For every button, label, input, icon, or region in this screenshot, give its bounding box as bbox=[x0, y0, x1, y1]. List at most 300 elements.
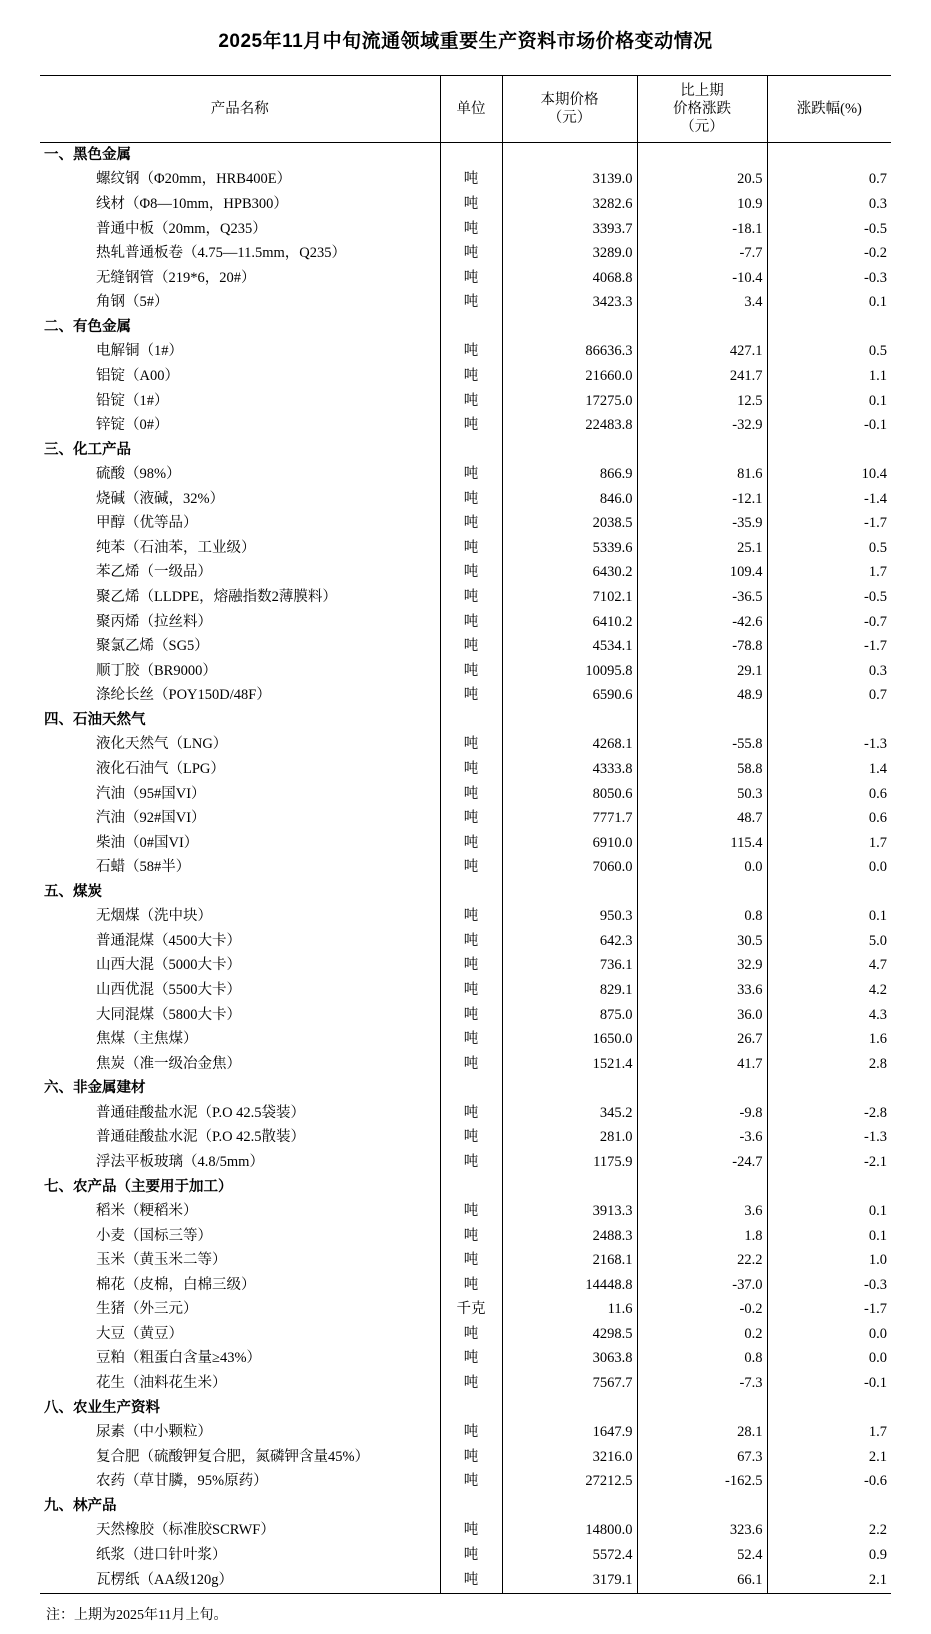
product-pct: 0.1 bbox=[767, 389, 891, 414]
section-price-cell bbox=[502, 708, 637, 733]
table-section-row bbox=[40, 1396, 891, 1421]
product-price: 6910.0 bbox=[502, 831, 637, 856]
product-price: 17275.0 bbox=[502, 389, 637, 414]
table-row bbox=[40, 364, 891, 389]
product-name: 浮法平板玻璃（4.8/5mm） bbox=[96, 1153, 264, 1170]
product-pct: -1.4 bbox=[767, 487, 891, 512]
product-name: 石蜡（58#半） bbox=[96, 859, 191, 876]
product-name: 顺丁胶（BR9000） bbox=[96, 662, 217, 679]
product-delta: -7.3 bbox=[637, 1372, 767, 1397]
product-price: 3216.0 bbox=[502, 1445, 637, 1470]
product-unit: 吨 bbox=[440, 1003, 502, 1028]
product-unit: 吨 bbox=[440, 242, 502, 267]
section-delta-cell bbox=[637, 315, 767, 340]
product-price: 1647.9 bbox=[502, 1421, 637, 1446]
product-delta: 33.6 bbox=[637, 979, 767, 1004]
product-name: 山西优混（5500大卡） bbox=[96, 982, 241, 998]
product-unit: 吨 bbox=[440, 782, 502, 807]
product-unit: 吨 bbox=[440, 1421, 502, 1446]
product-price: 642.3 bbox=[502, 929, 637, 954]
product-delta: 52.4 bbox=[637, 1543, 767, 1568]
product-name: 液化石油气（LPG） bbox=[96, 760, 225, 777]
product-name: 焦炭（准一级冶金焦） bbox=[96, 1055, 241, 1072]
product-unit: 吨 bbox=[440, 733, 502, 758]
product-delta: 48.7 bbox=[637, 807, 767, 832]
product-price: 281.0 bbox=[502, 1126, 637, 1151]
product-name: 小麦（国标三等） bbox=[96, 1227, 212, 1244]
product-name: 棉花（皮棉，白棉三级） bbox=[96, 1276, 256, 1293]
product-delta: 115.4 bbox=[637, 831, 767, 856]
product-unit: 吨 bbox=[440, 856, 502, 881]
product-name: 普通混煤（4500大卡） bbox=[96, 932, 241, 949]
product-price: 1650.0 bbox=[502, 1028, 637, 1053]
table-row bbox=[40, 193, 891, 218]
section-price-cell bbox=[502, 315, 637, 340]
product-price: 3282.6 bbox=[502, 193, 637, 218]
product-price: 2168.1 bbox=[502, 1249, 637, 1274]
section-delta-cell bbox=[637, 143, 767, 168]
product-name: 普通中板（20mm，Q235） bbox=[96, 220, 267, 237]
product-name: 焦煤（主焦煤） bbox=[96, 1031, 198, 1048]
product-unit: 吨 bbox=[440, 684, 502, 709]
product-price: 10095.8 bbox=[502, 659, 637, 684]
product-delta: -42.6 bbox=[637, 610, 767, 635]
table-row bbox=[40, 536, 891, 561]
column-header-pct: 涨跌幅(%) bbox=[767, 76, 891, 143]
product-unit: 吨 bbox=[440, 1028, 502, 1053]
product-pct: 1.4 bbox=[767, 757, 891, 782]
product-delta: 20.5 bbox=[637, 168, 767, 193]
product-pct: 0.7 bbox=[767, 684, 891, 709]
product-pct: -1.3 bbox=[767, 1126, 891, 1151]
product-name: 线材（Φ8—10mm，HPB300） bbox=[96, 196, 288, 212]
product-delta: 30.5 bbox=[637, 929, 767, 954]
product-name: 普通硅酸盐水泥（P.O 42.5袋装） bbox=[96, 1104, 306, 1121]
product-unit: 吨 bbox=[440, 929, 502, 954]
product-delta: 32.9 bbox=[637, 954, 767, 979]
product-delta: 10.9 bbox=[637, 193, 767, 218]
product-unit: 吨 bbox=[440, 807, 502, 832]
column-header-price: 本期价格 （元） bbox=[502, 76, 637, 143]
table-row bbox=[40, 1322, 891, 1347]
product-pct: 0.1 bbox=[767, 1224, 891, 1249]
product-pct: 1.0 bbox=[767, 1249, 891, 1274]
table-row bbox=[40, 561, 891, 586]
product-delta: -78.8 bbox=[637, 635, 767, 660]
table-section-row bbox=[40, 143, 891, 168]
product-price: 14448.8 bbox=[502, 1273, 637, 1298]
table-section-row bbox=[40, 708, 891, 733]
product-price: 6590.6 bbox=[502, 684, 637, 709]
section-title: 六、非金属建材 bbox=[44, 1080, 146, 1097]
product-unit: 吨 bbox=[440, 266, 502, 291]
product-price: 11.6 bbox=[502, 1298, 637, 1323]
product-price: 3423.3 bbox=[502, 291, 637, 316]
section-pct-cell bbox=[767, 1396, 891, 1421]
table-row bbox=[40, 266, 891, 291]
product-pct: 4.2 bbox=[767, 979, 891, 1004]
table-header bbox=[40, 76, 891, 143]
table-row bbox=[40, 1052, 891, 1077]
product-delta: 81.6 bbox=[637, 463, 767, 488]
product-pct: -0.6 bbox=[767, 1470, 891, 1495]
product-name: 烧碱（液碱，32%） bbox=[96, 490, 225, 507]
section-delta-cell bbox=[637, 880, 767, 905]
product-name: 瓦楞纸（AA级120g） bbox=[96, 1571, 233, 1588]
product-price: 829.1 bbox=[502, 979, 637, 1004]
section-unit-cell bbox=[440, 1077, 502, 1102]
product-unit: 吨 bbox=[440, 487, 502, 512]
product-name: 大豆（黄豆） bbox=[96, 1325, 183, 1342]
product-pct: 1.7 bbox=[767, 831, 891, 856]
table-row bbox=[40, 1003, 891, 1028]
table-row bbox=[40, 414, 891, 439]
product-delta: 25.1 bbox=[637, 536, 767, 561]
product-name: 苯乙烯（一级品） bbox=[96, 564, 212, 581]
product-pct: 0.1 bbox=[767, 291, 891, 316]
table-row bbox=[40, 929, 891, 954]
table-row bbox=[40, 831, 891, 856]
product-price: 4333.8 bbox=[502, 757, 637, 782]
product-pct: 0.5 bbox=[767, 340, 891, 365]
product-name: 无缝钢管（219*6，20#） bbox=[96, 269, 256, 286]
table-row bbox=[40, 389, 891, 414]
section-pct-cell bbox=[767, 143, 891, 168]
product-unit: 吨 bbox=[440, 954, 502, 979]
product-name: 聚丙烯（拉丝料） bbox=[96, 613, 212, 630]
section-unit-cell bbox=[440, 143, 502, 168]
product-delta: -162.5 bbox=[637, 1470, 767, 1495]
table-row bbox=[40, 242, 891, 267]
product-unit: 吨 bbox=[440, 831, 502, 856]
product-unit: 吨 bbox=[440, 463, 502, 488]
product-unit: 吨 bbox=[440, 1568, 502, 1593]
section-delta-cell bbox=[637, 1494, 767, 1519]
product-delta: 323.6 bbox=[637, 1519, 767, 1544]
product-unit: 吨 bbox=[440, 1543, 502, 1568]
product-price: 21660.0 bbox=[502, 364, 637, 389]
product-pct: -0.3 bbox=[767, 1273, 891, 1298]
product-unit: 吨 bbox=[440, 1052, 502, 1077]
product-price: 875.0 bbox=[502, 1003, 637, 1028]
product-pct: 2.1 bbox=[767, 1445, 891, 1470]
table-row bbox=[40, 1028, 891, 1053]
product-unit: 吨 bbox=[440, 512, 502, 537]
product-name: 玉米（黄玉米二等） bbox=[96, 1252, 227, 1269]
product-price: 7771.7 bbox=[502, 807, 637, 832]
product-pct: 1.1 bbox=[767, 364, 891, 389]
product-name: 甲醇（优等品） bbox=[96, 515, 198, 532]
product-pct: 1.7 bbox=[767, 561, 891, 586]
product-price: 1175.9 bbox=[502, 1150, 637, 1175]
product-price: 27212.5 bbox=[502, 1470, 637, 1495]
section-pct-cell bbox=[767, 1077, 891, 1102]
product-price: 4534.1 bbox=[502, 635, 637, 660]
table-row bbox=[40, 487, 891, 512]
product-pct: 0.3 bbox=[767, 659, 891, 684]
product-pct: -0.5 bbox=[767, 586, 891, 611]
section-price-cell bbox=[502, 438, 637, 463]
product-delta: -10.4 bbox=[637, 266, 767, 291]
product-pct: 5.0 bbox=[767, 929, 891, 954]
product-unit: 吨 bbox=[440, 905, 502, 930]
product-price: 3913.3 bbox=[502, 1200, 637, 1225]
product-unit: 吨 bbox=[440, 536, 502, 561]
product-delta: 0.8 bbox=[637, 1347, 767, 1372]
table-row bbox=[40, 1372, 891, 1397]
product-pct: -0.5 bbox=[767, 217, 891, 242]
product-delta: 427.1 bbox=[637, 340, 767, 365]
table-footer bbox=[40, 1593, 891, 1594]
product-price: 5339.6 bbox=[502, 536, 637, 561]
product-pct: 0.6 bbox=[767, 807, 891, 832]
table-row bbox=[40, 340, 891, 365]
column-header-unit: 单位 bbox=[440, 76, 502, 143]
product-delta: 66.1 bbox=[637, 1568, 767, 1593]
product-unit: 吨 bbox=[440, 1200, 502, 1225]
column-header-name: 产品名称 bbox=[40, 76, 440, 143]
section-price-cell bbox=[502, 1077, 637, 1102]
product-name: 尿素（中小颗粒） bbox=[96, 1424, 212, 1441]
section-unit-cell bbox=[440, 438, 502, 463]
product-unit: 吨 bbox=[440, 635, 502, 660]
product-unit: 吨 bbox=[440, 168, 502, 193]
product-pct: 4.3 bbox=[767, 1003, 891, 1028]
product-unit: 吨 bbox=[440, 389, 502, 414]
table-row bbox=[40, 1445, 891, 1470]
product-name: 花生（油料花生米） bbox=[96, 1375, 227, 1391]
section-pct-cell bbox=[767, 708, 891, 733]
product-unit: 吨 bbox=[440, 1372, 502, 1397]
product-price: 86636.3 bbox=[502, 340, 637, 365]
section-delta-cell bbox=[637, 1175, 767, 1200]
product-unit: 吨 bbox=[440, 364, 502, 389]
price-table bbox=[40, 75, 891, 1594]
product-price: 866.9 bbox=[502, 463, 637, 488]
product-pct: 0.0 bbox=[767, 1347, 891, 1372]
table-section-row bbox=[40, 1175, 891, 1200]
product-name: 锌锭（0#） bbox=[96, 417, 169, 434]
product-delta: 109.4 bbox=[637, 561, 767, 586]
table-row bbox=[40, 1347, 891, 1372]
section-title: 二、有色金属 bbox=[44, 318, 131, 335]
product-name: 豆粕（粗蛋白含量≥43%） bbox=[96, 1350, 262, 1367]
product-unit: 吨 bbox=[440, 1126, 502, 1151]
section-pct-cell bbox=[767, 1494, 891, 1519]
product-pct: -1.7 bbox=[767, 635, 891, 660]
product-unit: 吨 bbox=[440, 1150, 502, 1175]
product-price: 2488.3 bbox=[502, 1224, 637, 1249]
product-pct: 0.1 bbox=[767, 1200, 891, 1225]
section-title: 九、林产品 bbox=[44, 1497, 117, 1514]
table-row bbox=[40, 979, 891, 1004]
product-delta: -0.2 bbox=[637, 1298, 767, 1323]
section-delta-cell bbox=[637, 1077, 767, 1102]
table-row bbox=[40, 1224, 891, 1249]
product-pct: 0.0 bbox=[767, 1322, 891, 1347]
product-unit: 吨 bbox=[440, 1445, 502, 1470]
product-name: 大同混煤（5800大卡） bbox=[96, 1006, 241, 1023]
product-pct: 0.9 bbox=[767, 1543, 891, 1568]
product-pct: 2.8 bbox=[767, 1052, 891, 1077]
table-row bbox=[40, 659, 891, 684]
product-unit: 吨 bbox=[440, 1101, 502, 1126]
table-row bbox=[40, 1568, 891, 1593]
product-name: 液化天然气（LNG） bbox=[96, 736, 228, 753]
product-unit: 吨 bbox=[440, 561, 502, 586]
product-delta: 22.2 bbox=[637, 1249, 767, 1274]
product-unit: 吨 bbox=[440, 1519, 502, 1544]
table-row bbox=[40, 1298, 891, 1323]
product-name: 铝锭（A00） bbox=[96, 367, 179, 384]
product-pct: -0.7 bbox=[767, 610, 891, 635]
product-name: 铅锭（1#） bbox=[96, 392, 169, 409]
product-unit: 吨 bbox=[440, 1273, 502, 1298]
product-price: 950.3 bbox=[502, 905, 637, 930]
product-delta: 48.9 bbox=[637, 684, 767, 709]
product-delta: 241.7 bbox=[637, 364, 767, 389]
product-name: 普通硅酸盐水泥（P.O 42.5散装） bbox=[96, 1129, 306, 1146]
section-unit-cell bbox=[440, 315, 502, 340]
product-name: 农药（草甘膦，95%原药） bbox=[96, 1473, 268, 1490]
product-name: 生猪（外三元） bbox=[96, 1301, 198, 1318]
table-row bbox=[40, 807, 891, 832]
product-delta: 50.3 bbox=[637, 782, 767, 807]
product-delta: 0.8 bbox=[637, 905, 767, 930]
product-name: 无烟煤（洗中块） bbox=[96, 908, 212, 925]
table-row bbox=[40, 1126, 891, 1151]
product-delta: -12.1 bbox=[637, 487, 767, 512]
product-delta: 26.7 bbox=[637, 1028, 767, 1053]
table-row bbox=[40, 757, 891, 782]
table-row bbox=[40, 1470, 891, 1495]
product-unit: 吨 bbox=[440, 291, 502, 316]
product-name: 硫酸（98%） bbox=[96, 466, 181, 483]
product-name: 电解铜（1#） bbox=[96, 343, 183, 360]
section-pct-cell bbox=[767, 315, 891, 340]
table-row bbox=[40, 782, 891, 807]
table-row bbox=[40, 168, 891, 193]
table-row bbox=[40, 610, 891, 635]
table-row bbox=[40, 1249, 891, 1274]
section-title: 七、农产品（主要用于加工） bbox=[44, 1178, 233, 1195]
product-unit: 吨 bbox=[440, 340, 502, 365]
product-price: 6410.2 bbox=[502, 610, 637, 635]
section-unit-cell bbox=[440, 708, 502, 733]
product-unit: 吨 bbox=[440, 1224, 502, 1249]
product-price: 3063.8 bbox=[502, 1347, 637, 1372]
product-delta: -55.8 bbox=[637, 733, 767, 758]
product-price: 2038.5 bbox=[502, 512, 637, 537]
table-row bbox=[40, 463, 891, 488]
product-unit: 千克 bbox=[440, 1298, 502, 1323]
section-unit-cell bbox=[440, 880, 502, 905]
table-row bbox=[40, 291, 891, 316]
product-pct: -1.7 bbox=[767, 1298, 891, 1323]
product-price: 7102.1 bbox=[502, 586, 637, 611]
product-unit: 吨 bbox=[440, 757, 502, 782]
table-row bbox=[40, 733, 891, 758]
product-pct: 0.1 bbox=[767, 905, 891, 930]
table-row bbox=[40, 1421, 891, 1446]
product-price: 7567.7 bbox=[502, 1372, 637, 1397]
product-price: 5572.4 bbox=[502, 1543, 637, 1568]
product-unit: 吨 bbox=[440, 193, 502, 218]
section-title: 三、化工产品 bbox=[44, 441, 131, 458]
table-section-row bbox=[40, 1494, 891, 1519]
product-unit: 吨 bbox=[440, 1470, 502, 1495]
product-delta: 12.5 bbox=[637, 389, 767, 414]
product-delta: -32.9 bbox=[637, 414, 767, 439]
product-pct: -0.1 bbox=[767, 1372, 891, 1397]
product-pct: 0.0 bbox=[767, 856, 891, 881]
section-title: 四、石油天然气 bbox=[44, 711, 146, 728]
product-pct: 2.2 bbox=[767, 1519, 891, 1544]
table-section-row bbox=[40, 315, 891, 340]
section-pct-cell bbox=[767, 1175, 891, 1200]
product-price: 345.2 bbox=[502, 1101, 637, 1126]
product-price: 1521.4 bbox=[502, 1052, 637, 1077]
product-price: 846.0 bbox=[502, 487, 637, 512]
table-row bbox=[40, 1150, 891, 1175]
product-delta: 3.4 bbox=[637, 291, 767, 316]
section-delta-cell bbox=[637, 708, 767, 733]
table-section-row bbox=[40, 438, 891, 463]
product-delta: -7.7 bbox=[637, 242, 767, 267]
product-name: 稻米（粳稻米） bbox=[96, 1203, 198, 1220]
product-pct: 0.5 bbox=[767, 536, 891, 561]
product-price: 736.1 bbox=[502, 954, 637, 979]
product-unit: 吨 bbox=[440, 979, 502, 1004]
product-unit: 吨 bbox=[440, 1249, 502, 1274]
table-row bbox=[40, 1543, 891, 1568]
product-delta: -9.8 bbox=[637, 1101, 767, 1126]
product-unit: 吨 bbox=[440, 217, 502, 242]
product-name: 天然橡胶（标准胶SCRWF） bbox=[96, 1522, 275, 1539]
product-delta: -24.7 bbox=[637, 1150, 767, 1175]
product-pct: -1.3 bbox=[767, 733, 891, 758]
table-row bbox=[40, 856, 891, 881]
section-delta-cell bbox=[637, 438, 767, 463]
product-delta: 36.0 bbox=[637, 1003, 767, 1028]
product-name: 柴油（0#国VI） bbox=[96, 834, 199, 851]
table-row bbox=[40, 1519, 891, 1544]
product-delta: 58.8 bbox=[637, 757, 767, 782]
product-price: 3393.7 bbox=[502, 217, 637, 242]
table-section-row bbox=[40, 880, 891, 905]
product-price: 8050.6 bbox=[502, 782, 637, 807]
product-delta: 3.6 bbox=[637, 1200, 767, 1225]
section-pct-cell bbox=[767, 438, 891, 463]
table-row bbox=[40, 1273, 891, 1298]
product-pct: 1.7 bbox=[767, 1421, 891, 1446]
section-unit-cell bbox=[440, 1494, 502, 1519]
section-unit-cell bbox=[440, 1175, 502, 1200]
product-unit: 吨 bbox=[440, 1347, 502, 1372]
product-delta: 29.1 bbox=[637, 659, 767, 684]
product-pct: -0.3 bbox=[767, 266, 891, 291]
product-unit: 吨 bbox=[440, 586, 502, 611]
product-pct: 2.1 bbox=[767, 1568, 891, 1593]
product-name: 热轧普通板卷（4.75—11.5mm，Q235） bbox=[96, 245, 346, 262]
product-price: 3139.0 bbox=[502, 168, 637, 193]
product-unit: 吨 bbox=[440, 610, 502, 635]
product-delta: -18.1 bbox=[637, 217, 767, 242]
section-price-cell bbox=[502, 1494, 637, 1519]
product-delta: 0.0 bbox=[637, 856, 767, 881]
product-price: 3289.0 bbox=[502, 242, 637, 267]
section-title: 一、黑色金属 bbox=[44, 146, 131, 163]
